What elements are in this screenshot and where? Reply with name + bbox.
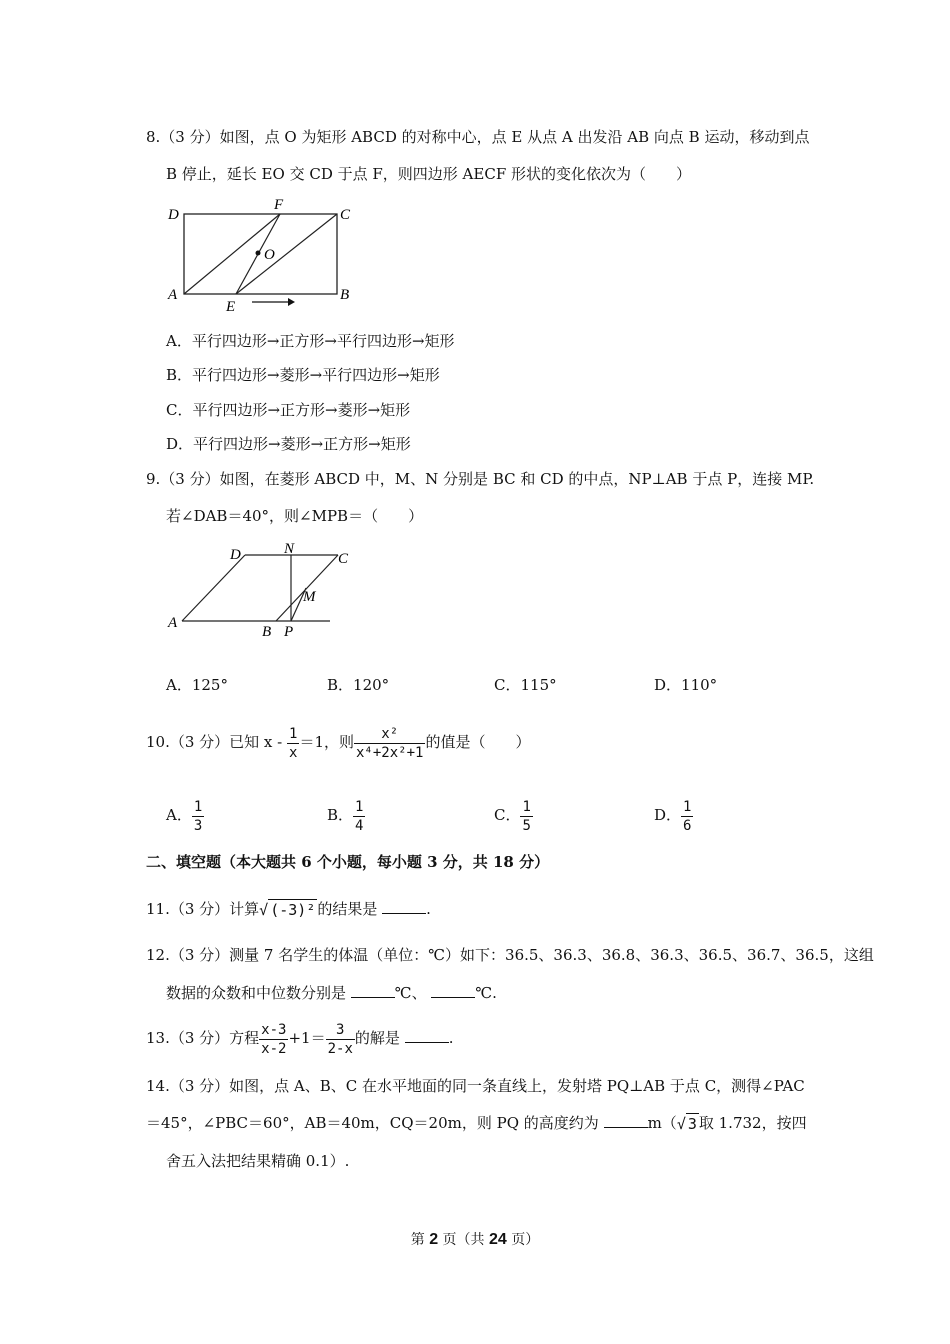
q14-answer-blank	[604, 1113, 648, 1128]
q12-line1: 12.（3 分）测量 7 名学生的体温（单位：℃）如下：36.5、36.3、36.8、36.3、36.5、36.7、36.5，这组	[146, 946, 874, 964]
q8-option-d: D．平行四边形→菱形→正方形→矩形	[166, 435, 411, 453]
footer-page-number: 2	[429, 1231, 439, 1248]
q8-label-a: A	[168, 287, 178, 303]
q14-line2-a: ＝45°，∠PBC＝60°，AB＝40m，CQ＝20m，则 PQ 的高度约为	[146, 1114, 599, 1132]
q8-label-c: C	[340, 207, 351, 223]
q10-line	[146, 722, 530, 762]
q9-label-a: A	[168, 615, 178, 631]
q14-line1: 14.（3 分）如图，点 A、B、C 在水平地面的同一条直线上，发射塔 PQ⊥AB 于点 C，测得∠PAC	[146, 1077, 805, 1095]
q10-prefix: 10.（3 分）已知 x -	[146, 733, 283, 751]
q9-figure	[160, 535, 370, 645]
q9-label-c: C	[338, 551, 349, 567]
q12-line2	[166, 983, 497, 1003]
q10-option-c-num: 1	[522, 798, 531, 815]
q10-frac1-num: 1	[289, 725, 298, 742]
q14-sqrt: √ 3	[676, 1115, 697, 1133]
q8-label-d: D	[168, 207, 179, 223]
q9-line2: 若∠DAB＝40°，则∠MPB＝（ ）	[166, 507, 424, 525]
q13-frac2-den: 2-x	[327, 1040, 353, 1057]
q8-option-b: B．平行四边形→菱形→平行四边形→矩形	[166, 366, 440, 384]
footer-pre: 第	[410, 1232, 425, 1248]
q10-option-a-num: 1	[193, 798, 203, 815]
q8-point-o	[256, 251, 261, 256]
q10-suffix: 的值是（ ）	[425, 733, 531, 751]
section2-title: 二、填空题（本大题共 6 个小题，每小题 3 分，共 18 分）	[146, 853, 550, 871]
q9-option-c: C．115°	[494, 676, 557, 694]
q13-line	[146, 1018, 453, 1058]
footer-mid: 页（共	[442, 1232, 485, 1248]
q13-prefix: 13.（3 分）方程	[146, 1029, 260, 1047]
q8-label-b: B	[340, 287, 350, 303]
q10-option-c-label: C．	[494, 806, 521, 824]
q10-frac2-den: x⁴+2x²+1	[356, 744, 424, 761]
q12-line2-b: ℃、	[394, 984, 427, 1002]
q9-label-b: B	[262, 624, 272, 640]
q13-end: .	[448, 1029, 454, 1047]
q8-rect	[184, 214, 337, 294]
footer-total-pages: 24	[489, 1231, 507, 1248]
q10-option-b-num: 1	[355, 798, 364, 815]
q12-mode-blank	[351, 983, 395, 998]
q11-radicand: (-3)²	[270, 901, 316, 919]
q14-radicand: 3	[687, 1115, 697, 1133]
q9-line1: 9.（3 分）如图，在菱形 ABCD 中，M、N 分别是 BC 和 CD 的中点，NP⊥AB 于点 P，连接 MP.	[146, 470, 815, 488]
footer-post: 页）	[511, 1232, 540, 1248]
q10-option-b-label: B．	[327, 806, 354, 824]
q9-label-m: M	[303, 589, 316, 605]
q9-option-d: D．110°	[654, 676, 718, 694]
q14-line2	[146, 1110, 807, 1137]
q10-option-d-num: 1	[683, 798, 692, 815]
q13-fraction-2	[326, 1021, 355, 1058]
q13-suffix: 的解是	[354, 1029, 400, 1047]
q9-line-cb	[276, 555, 338, 621]
q11-prefix: 11.（3 分）计算	[146, 900, 260, 918]
q14-line2-c: 取 1.732，按四	[698, 1114, 807, 1132]
q8-arrow-head	[288, 298, 295, 306]
q10-mid: ＝1，则	[299, 733, 354, 751]
q11-line	[146, 897, 431, 922]
q10-fraction-2	[354, 725, 425, 762]
q12-median-blank	[431, 983, 475, 998]
q11-answer-blank	[382, 899, 426, 914]
q10-option-b-den: 4	[355, 817, 364, 834]
q12-line2-c: ℃.	[475, 984, 497, 1002]
q8-option-c: C．平行四边形→正方形→菱形→矩形	[166, 401, 411, 419]
q8-option-a: A．平行四边形→正方形→平行四边形→矩形	[166, 332, 455, 350]
q10-frac2-num: x²	[354, 725, 425, 744]
q13-answer-blank	[405, 1028, 449, 1043]
q10-option-c-den: 5	[522, 817, 531, 834]
q9-label-d: D	[230, 547, 241, 563]
q14-line3: 舍五入法把结果精确 0.1）.	[166, 1152, 350, 1170]
q10-option-d-den: 6	[683, 817, 692, 834]
q10-option-d-label: D．	[654, 806, 682, 824]
q11-end: .	[426, 900, 431, 918]
q13-frac2-num: 3	[326, 1021, 355, 1040]
q8-line2: B 停止，延长 EO 交 CD 于点 F，则四边形 AECF 形状的变化依次为（ ）	[166, 165, 691, 183]
q9-label-p: P	[284, 624, 294, 640]
q8-figure	[160, 195, 370, 315]
q10-option-a-den: 3	[193, 817, 203, 834]
q13-fraction-1	[259, 1021, 288, 1058]
q9-option-a: A．125°	[166, 676, 228, 694]
q9-line-ad	[182, 555, 245, 621]
page-footer	[0, 1230, 950, 1250]
q10-option-b	[327, 795, 365, 835]
q10-option-c	[494, 795, 533, 835]
q13-frac1-num: x-3	[261, 1021, 287, 1038]
q11-suffix: 的结果是	[317, 900, 378, 918]
q13-frac1-den: x-2	[261, 1040, 287, 1057]
q9-label-n: N	[284, 541, 295, 557]
q10-frac1-den: x	[289, 744, 298, 761]
q8-line1: 8.（3 分）如图，点 O 为矩形 ABCD 的对称中心，点 E 从点 A 出发沿 AB 向点 B 运动，移动到点	[146, 128, 810, 146]
q11-sqrt: √ (-3)²	[259, 901, 316, 919]
q13-mid: +1＝	[288, 1029, 326, 1047]
q8-label-o: O	[264, 247, 275, 263]
q10-option-d	[654, 795, 693, 835]
q12-line2-a: 数据的众数和中位数分别是	[166, 984, 347, 1002]
q10-option-a	[166, 795, 204, 835]
q10-option-a-label: A．	[166, 806, 192, 824]
q8-line-ec	[236, 214, 337, 294]
q8-label-f: F	[274, 197, 284, 213]
q8-label-e: E	[226, 299, 236, 315]
q10-fraction-1	[287, 725, 299, 762]
q14-line2-b: m（	[647, 1114, 677, 1132]
q9-option-b: B．120°	[327, 676, 390, 694]
